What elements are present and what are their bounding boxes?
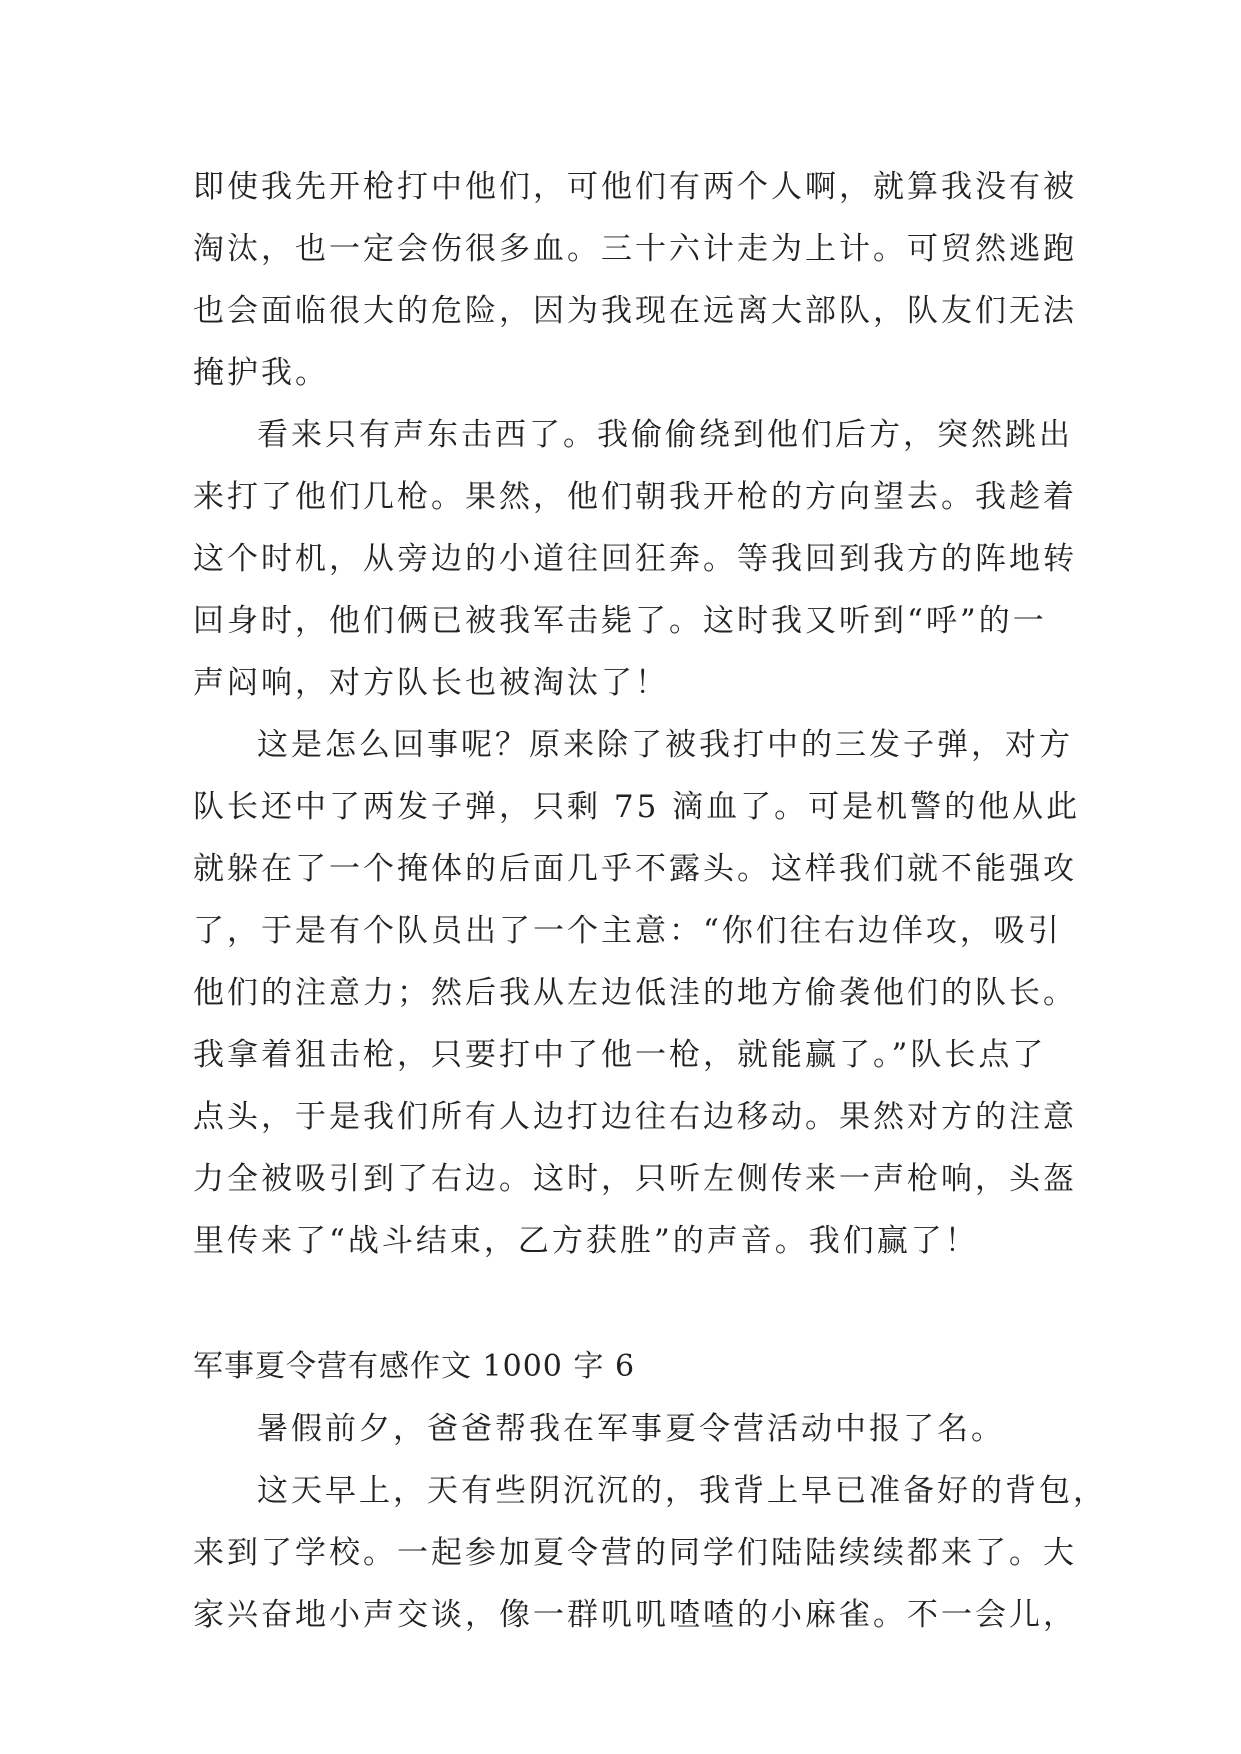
text-line: 看来只有声东击西了。我偷偷绕到他们后方，突然跳出: [257, 417, 1073, 453]
paragraph: [193, 1398, 1053, 1460]
paragraph: [193, 714, 1081, 1272]
text-line: 力全被吸引到了右边。这时，只听左侧传来一声枪响，头盔: [193, 1161, 1077, 1197]
text-line: 里传来了“战斗结束，乙方获胜”的声音。我们赢了！: [193, 1223, 979, 1259]
text-line: 即使我先开枪打中他们，可他们有两个人啊，就算我没有被: [193, 169, 1077, 205]
text-line: 就躲在了一个掩体的后面几乎不露头。这样我们就不能强攻: [193, 851, 1077, 887]
section-title: 军事夏令营有感作文 1000 字 6: [193, 1349, 636, 1384]
text-line: 队长还中了两发子弹，只剩 75 滴血了。可是机警的他从此: [193, 789, 1081, 825]
text-line: 他们的注意力；然后我从左边低洼的地方偷袭他们的队长。: [193, 975, 1077, 1011]
text-line: 暑假前夕，爸爸帮我在军事夏令营活动中报了名。: [257, 1411, 1005, 1447]
text-line: 这个时机，从旁边的小道往回狂奔。等我回到我方的阵地转: [193, 541, 1077, 577]
text-line: 来到了学校。一起参加夏令营的同学们陆陆续续都来了。大: [193, 1535, 1077, 1571]
text-line: 回身时，他们俩已被我军击毙了。这时我又听到“呼”的一: [193, 603, 1047, 639]
text-line: 家兴奋地小声交谈，像一群叽叽喳喳的小麻雀。不一会儿，: [193, 1597, 1077, 1633]
document-body: [193, 156, 1107, 1646]
text-line: 淘汰，也一定会伤很多血。三十六计走为上计。可贸然逃跑: [193, 231, 1077, 267]
text-line: 这是怎么回事呢？原来除了被我打中的三发子弹，对方: [257, 727, 1073, 763]
text-line: 这天早上，天有些阴沉沉的，我背上早已准备好的背包，: [257, 1473, 1107, 1509]
text-line: 来打了他们几枪。果然，他们朝我开枪的方向望去。我趁着: [193, 479, 1077, 515]
section-gap: [193, 1272, 1053, 1336]
text-line: 声闷响，对方队长也被淘汰了！: [193, 665, 669, 701]
text-line: 我拿着狙击枪，只要打中了他一枪，就能赢了。”队长点了: [193, 1037, 1047, 1073]
text-line: 也会面临很大的危险，因为我现在远离大部队，队友们无法: [193, 293, 1077, 329]
text-line: 点头，于是我们所有人边打边往右边移动。果然对方的注意: [193, 1099, 1077, 1135]
paragraph: [193, 404, 1077, 714]
text-line: 了，于是有个队员出了一个主意：“你们往右边佯攻，吸引: [193, 913, 1062, 949]
paragraph: [193, 156, 1077, 404]
text-line: 掩护我。: [193, 355, 329, 391]
paragraph: [193, 1460, 1107, 1646]
